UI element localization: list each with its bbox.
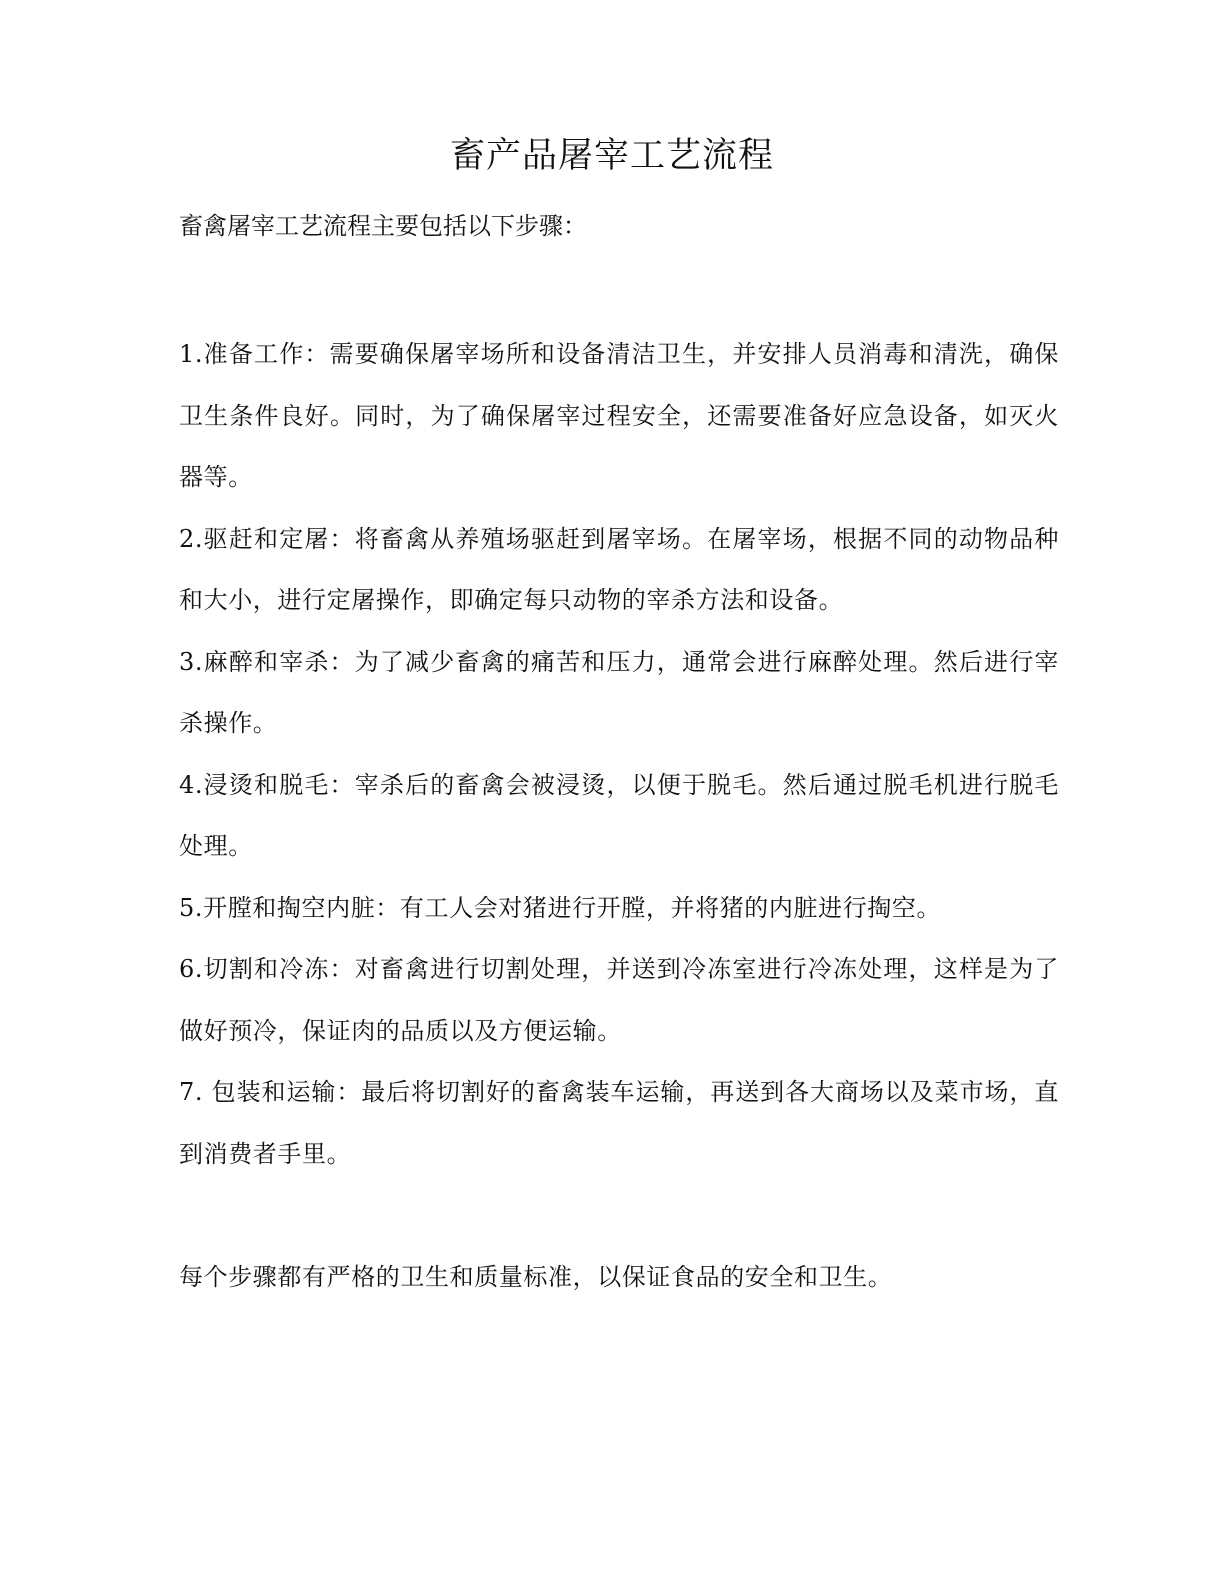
step-2: 2.驱赶和定屠：将畜禽从养殖场驱赶到屠宰场。在屠宰场，根据不同的动物品种和大小，进行定屠操作，即确定每只动物的宰杀方法和设备。: [179, 524, 1059, 614]
document-title: 畜产品屠宰工艺流程: [449, 136, 774, 176]
step-6: 6.切割和冷冻：对畜禽进行切割处理，并送到冷冻室进行冷冻处理，这样是为了做好预冷，保证肉的品质以及方便运输。: [179, 955, 1059, 1045]
steps-list: [179, 324, 1059, 1185]
step-5: 5.开膛和掏空内脏：有工人会对猪进行开膛，并将猪的内脏进行掏空。: [179, 893, 942, 922]
step-1: 1.准备工作：需要确保屠宰场所和设备清洁卫生，并安排人员消毒和清洗，确保卫生条件良好。同时，为了确保屠宰过程安全，还需要准备好应急设备，如灭火器等。: [179, 340, 1059, 491]
intro-paragraph: 畜禽屠宰工艺流程主要包括以下步骤：: [179, 212, 587, 240]
step-7: 7. 包装和运输：最后将切割好的畜禽装车运输，再送到各大商场以及菜市场，直到消费者手里。: [179, 1078, 1059, 1168]
step-4: 4.浸烫和脱毛：宰杀后的畜禽会被浸烫，以便于脱毛。然后通过脱毛机进行脱毛处理。: [179, 770, 1059, 860]
step-3: 3.麻醉和宰杀：为了减少畜禽的痛苦和压力，通常会进行麻醉处理。然后进行宰杀操作。: [179, 647, 1059, 737]
closing-paragraph: 每个步骤都有严格的卫生和质量标准，以保证食品的安全和卫生。: [179, 1263, 893, 1291]
